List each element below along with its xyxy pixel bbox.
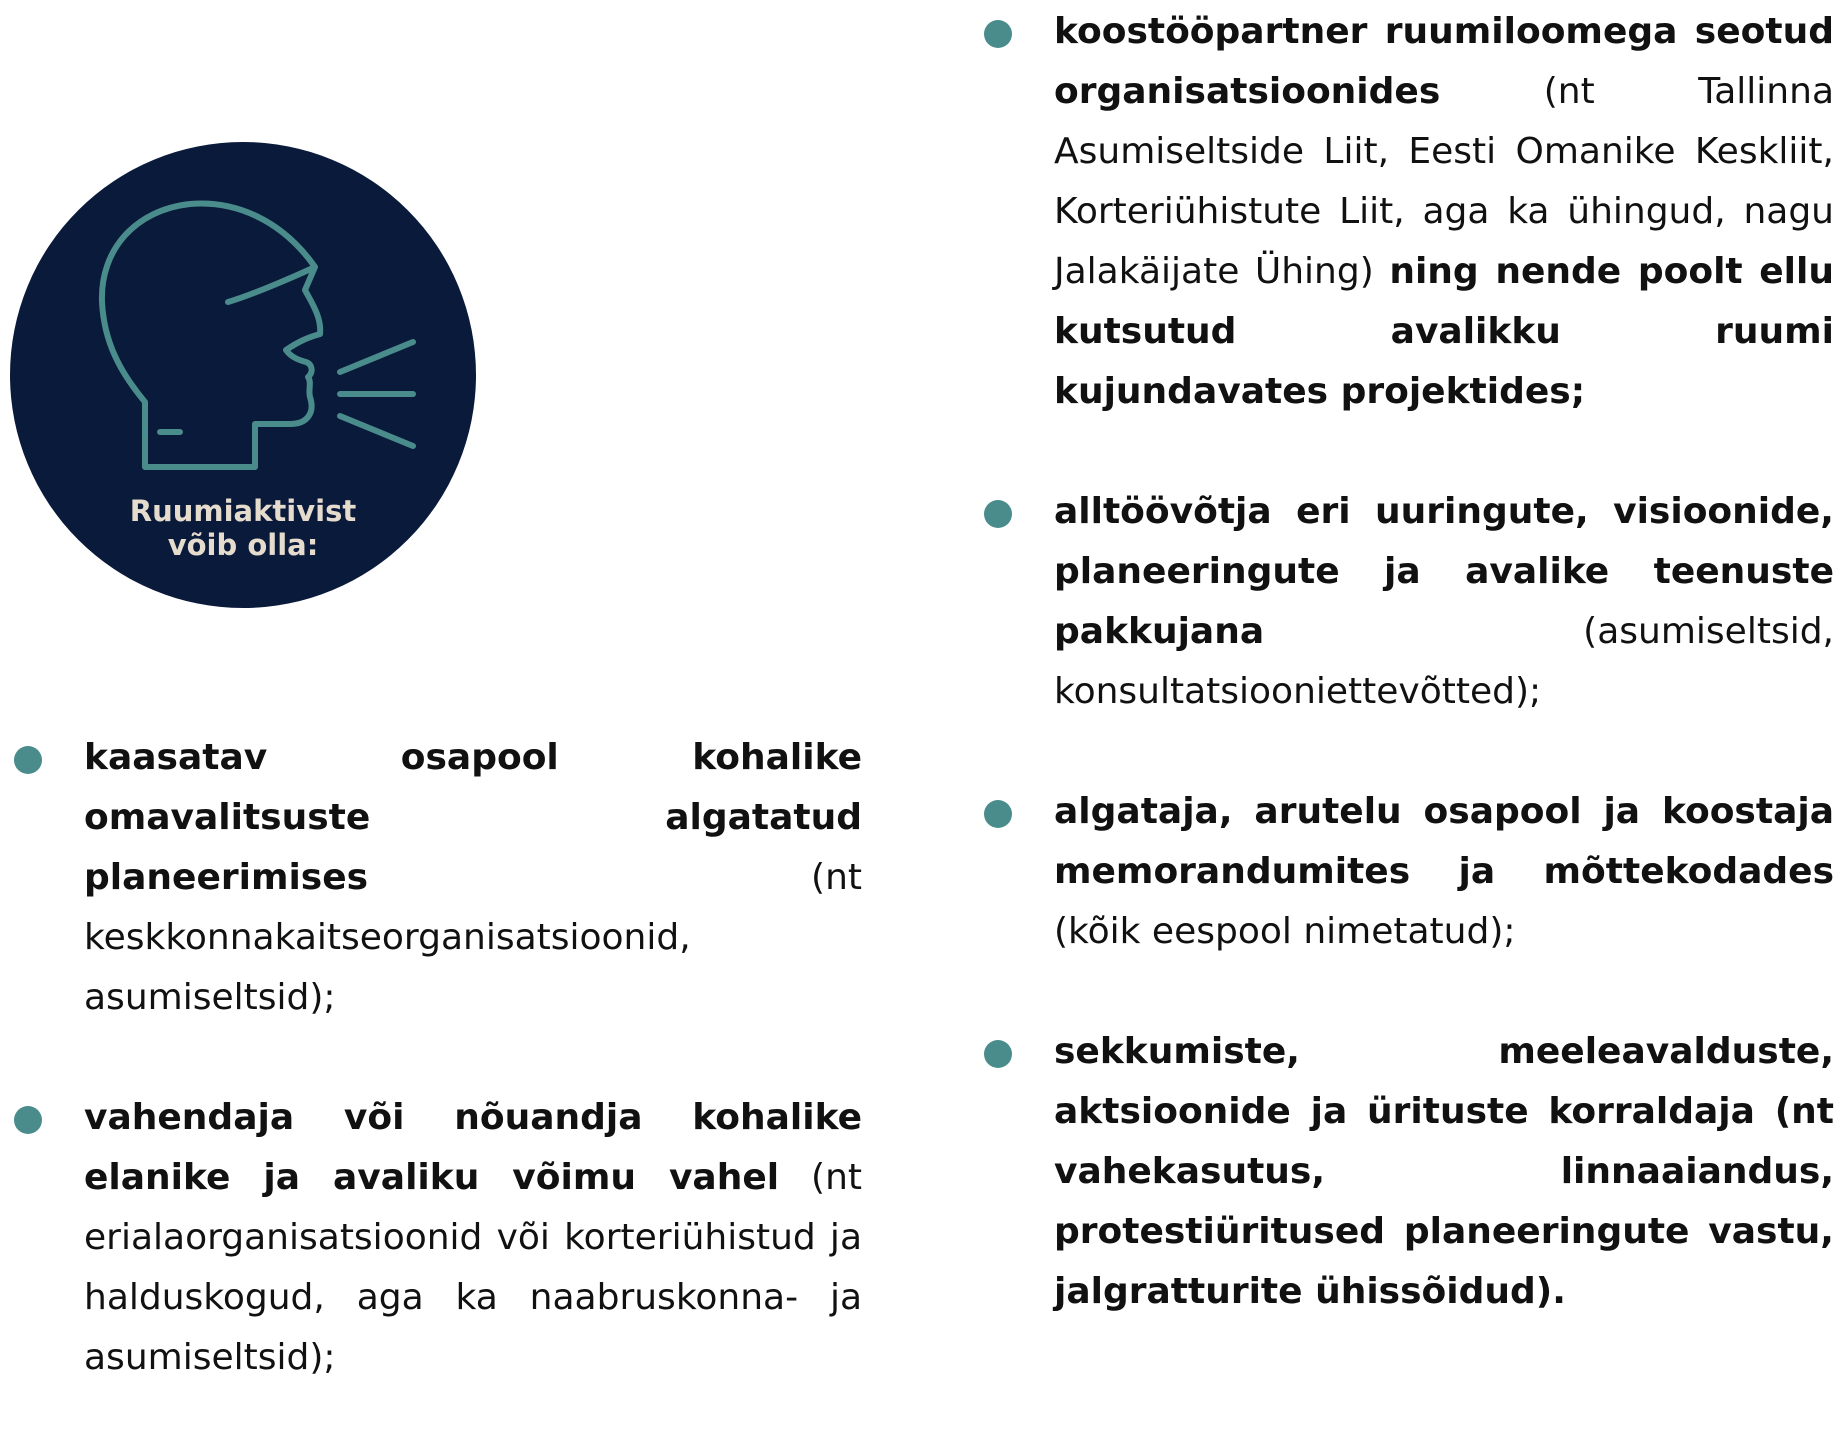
list-item-bold: sekkumiste, meeleavalduste, aktsioonide ja ürituste korraldaja (nt vahekasutus, linnaaiandus, protestiüritused planeeringute vastu, jalgratturite ühissõidud). <box>1054 1031 1834 1312</box>
list-item-bold: kaasatav osapool kohalike omavalitsuste algatatud planeerimises <box>84 737 862 898</box>
list-item-rest: (asumiseltsid, konsultatsiooniettevõtted); <box>1054 611 1834 712</box>
left-bullet-list <box>0 728 862 1448</box>
bullet-dot-icon <box>984 800 1012 828</box>
list-item-text <box>1054 2 1834 422</box>
list-item-text <box>1054 1022 1834 1322</box>
list-item <box>970 1022 1834 1322</box>
list-item-bold: vahendaja või nõuandja kohalike elanike ja avaliku võimu vahel <box>84 1097 862 1198</box>
list-item-text <box>1054 782 1834 962</box>
right-bullet-list <box>970 2 1834 1382</box>
list-item-rest: (nt keskkonnakaitseorganisatsioonid, asumiseltsid); <box>84 857 862 1018</box>
bullet-dot-icon <box>984 500 1012 528</box>
badge-title <box>10 494 476 562</box>
badge-title-line-1: Ruumiaktivist <box>129 494 357 528</box>
list-item-bold: algataja, arutelu osapool ja koostaja memorandumites ja mõttekodades <box>1054 791 1834 892</box>
badge-title-line-2: võib olla: <box>167 528 319 562</box>
list-item-rest: (nt erialaorganisatsioonid või korteriühistud ja halduskogud, aga ka naabruskonna- ja asumiseltsid); <box>84 1157 862 1378</box>
list-item <box>0 728 862 1028</box>
list-item-tail: ning nende poolt ellu kutsutud avalikku ruumi kujundavates projektides; <box>1054 251 1834 412</box>
list-item <box>970 2 1834 422</box>
list-item-rest: (nt Tallinna Asumiseltside Liit, Eesti Omanike Keskliit, Korteriühistute Liit, aga ka ühingud, nagu Jalakäijate Ühing) <box>1054 71 1834 292</box>
list-item-bold: koostööpartner ruumiloomega seotud organisatsioonides <box>1054 11 1834 112</box>
list-item-rest: (kõik eespool nimetatud); <box>1054 911 1516 952</box>
list-item <box>970 482 1834 722</box>
list-item <box>970 782 1834 962</box>
role-badge <box>10 142 476 608</box>
list-item-text <box>84 728 862 1028</box>
list-item-bold: alltöövõtja eri uuringute, visioonide, planeeringute ja avalike teenuste pakkujana <box>1054 491 1834 652</box>
bullet-dot-icon <box>14 1106 42 1134</box>
bullet-dot-icon <box>984 20 1012 48</box>
list-item-text <box>1054 482 1834 722</box>
bullet-dot-icon <box>984 1040 1012 1068</box>
bullet-dot-icon <box>14 746 42 774</box>
list-item <box>0 1088 862 1388</box>
list-item-text <box>84 1088 862 1388</box>
